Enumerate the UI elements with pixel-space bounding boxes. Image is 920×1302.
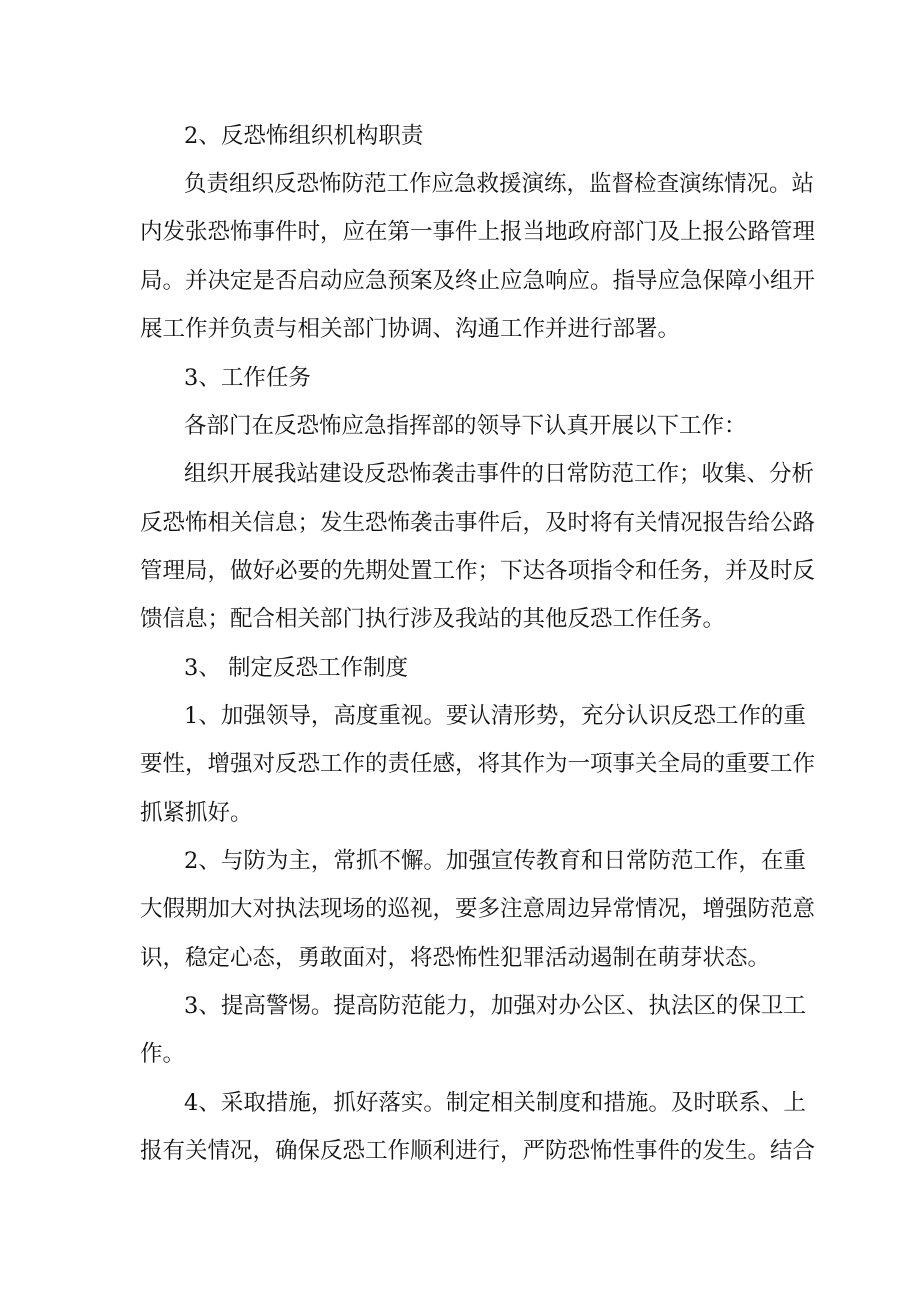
paragraph-line: 作。 bbox=[140, 1041, 186, 1067]
paragraph-line: 负责组织反恐怖防范工作应急救援演练，监督检查演练情况。站 bbox=[184, 171, 815, 197]
paragraph-line: 管理局，做好必要的先期处置工作；下达各项指令和任务，并及时反 bbox=[140, 558, 816, 584]
paragraph-line: 报有关情况，确保反恐工作顺利进行，严防恐怖性事件的发生。结合 bbox=[140, 1138, 816, 1164]
paragraph-line: 大假期加大对执法现场的巡视，要多注意周边异常情况，增强防范意 bbox=[140, 896, 816, 922]
paragraph-line: 抓紧抓好。 bbox=[140, 800, 253, 826]
heading-anti-terror-system: 3、 制定反恐工作制度 bbox=[184, 655, 408, 681]
paragraph-line: 内发张恐怖事件时，应在第一事件上报当地政府部门及上报公路管理 bbox=[140, 219, 816, 245]
paragraph-line: 要性，增强对反恐工作的责任感，将其作为一项事关全局的重要工作 bbox=[140, 751, 816, 777]
paragraph-line: 局。并决定是否启动应急预案及终止应急响应。指导应急保障小组开 bbox=[140, 268, 816, 294]
paragraph-line: 识，稳定心态，勇敢面对，将恐怖性犯罪活动遏制在萌芽状态。 bbox=[140, 945, 771, 971]
paragraph-line: 2、与防为主，常抓不懈。加强宣传教育和日常防范工作，在重 bbox=[184, 848, 806, 874]
paragraph-line: 4、采取措施，抓好落实。制定相关制度和措施。及时联系、上 bbox=[184, 1090, 806, 1116]
paragraph-line: 馈信息；配合相关部门执行涉及我站的其他反恐工作任务。 bbox=[140, 606, 726, 632]
paragraph-line: 展工作并负责与相关部门协调、沟通工作并进行部署。 bbox=[140, 316, 681, 342]
heading-work-tasks: 3、工作任务 bbox=[184, 365, 311, 391]
heading-org-duties: 2、反恐怖组织机构职责 bbox=[184, 123, 424, 149]
paragraph-line: 各部门在反恐怖应急指挥部的领导下认真开展以下工作： bbox=[184, 413, 747, 439]
paragraph-line: 1、加强领导，高度重视。要认清形势，充分认识反恐工作的重 bbox=[184, 703, 806, 729]
paragraph-line: 组织开展我站建设反恐怖袭击事件的日常防范工作；收集、分析 bbox=[184, 461, 815, 487]
paragraph-line: 反恐怖相关信息；发生恐怖袭击事件后，及时将有关情况报告给公路 bbox=[140, 510, 816, 536]
paragraph-line: 3、提高警惕。提高防范能力，加强对办公区、执法区的保卫工 bbox=[184, 993, 806, 1019]
